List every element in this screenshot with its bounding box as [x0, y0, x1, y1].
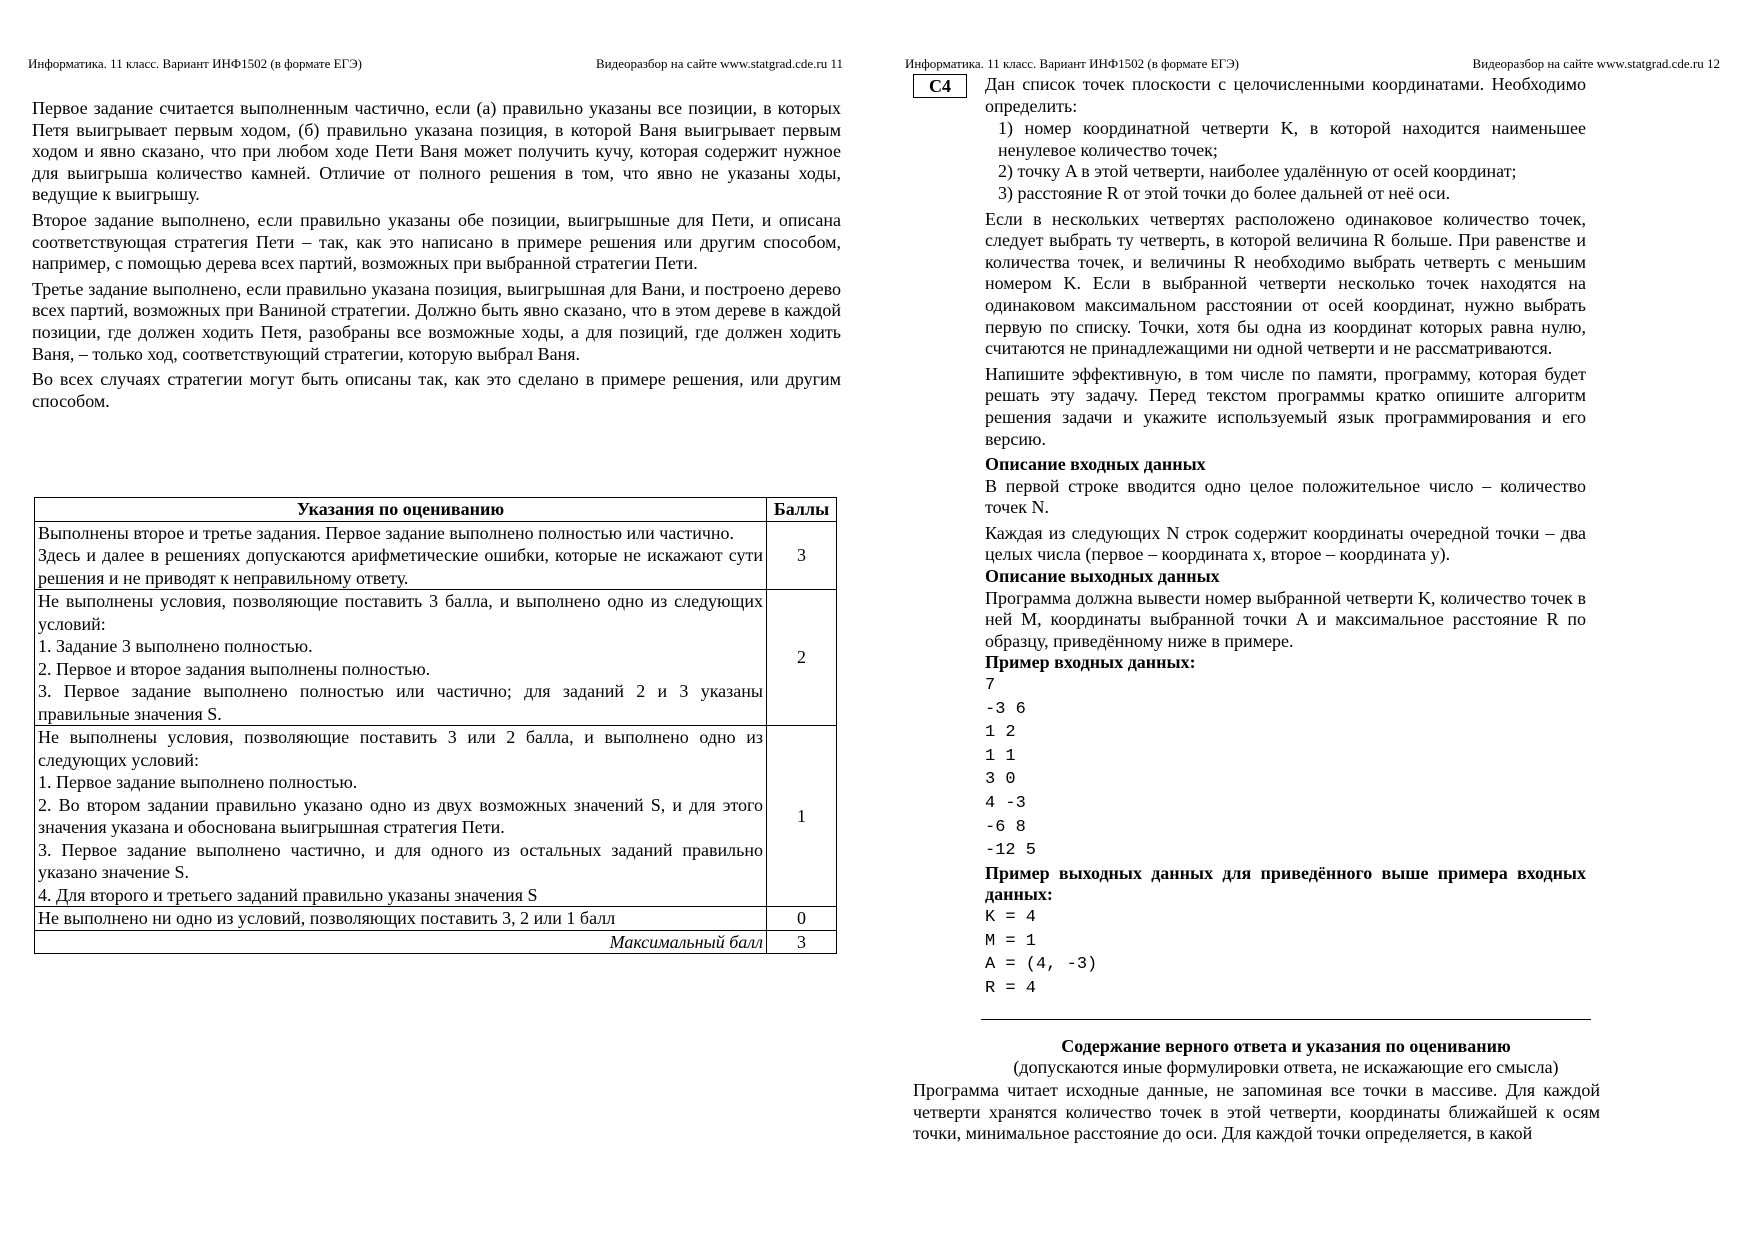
table-row [35, 521, 837, 590]
right-header-title: Информатика. 11 класс. Вариант ИНФ1502 (в формате ЕГЭ) [905, 56, 1239, 71]
criteria-line: 1. Задание 3 выполнено полностью. [38, 636, 313, 656]
left-header-link: Видеоразбор на сайте www.statgrad.cde.ru 11 [596, 56, 843, 71]
criteria-column-header: Указания по оцениванию [35, 498, 767, 522]
task-label: С4 [913, 74, 967, 98]
example-input-line: -12 5 [985, 841, 1037, 861]
criteria-line: 1. Первое задание выполнено полностью. [38, 772, 358, 792]
example-input-line: 3 0 [985, 770, 1016, 790]
criteria-line: Здесь и далее в решениях допускаются арифметические ошибки, которые не искажают сути решения и не приводят к неправильному ответу. [38, 545, 763, 588]
answer-section-subtitle: (допускаются иные формулировки ответа, не искажающие его смысла) [1013, 1057, 1559, 1077]
table-header-row [35, 498, 837, 522]
paragraph: Третье задание выполнено, если правильно указана позиция, выигрышная для Вани, и построено дерево всех партий, возможных при Ваниной стратегии. Должно быть явно сказано, что в этом дереве в каждой позиции, где должен ходить Петя, разобраны все возможные ходы, а для позиций, где должен ходить Ваня, – только ход, соответствующий стратегии, которую выбрал Ваня. [32, 278, 841, 364]
criteria-cell [35, 907, 767, 931]
points-cell: 2 [767, 590, 837, 726]
max-score-value: 3 [767, 930, 837, 954]
example-input-line: -3 6 [985, 699, 1026, 719]
task-statement [985, 74, 1586, 1000]
right-page [877, 0, 1754, 1239]
task-intro: Дан список точек плоскости с целочисленными координатами. Необходимо определить: [985, 74, 1586, 116]
criteria-line: 3. Первое задание выполнено полностью или частично; для заданий 2 и 3 указаны правильные значения S. [38, 681, 763, 724]
right-header-link: Видеоразбор на сайте www.statgrad.cde.ru 12 [1472, 56, 1720, 71]
left-header-title: Информатика. 11 класс. Вариант ИНФ1502 (в формате ЕГЭ) [28, 56, 362, 71]
output-description: Программа должна вывести номер выбранной четверти K, количество точек в ней M, координаты выбранной точки A и максимальное расстояние R по образцу, приведённому ниже в примере. [985, 587, 1586, 651]
example-input-line: 4 -3 [985, 794, 1026, 813]
input-description: В первой строке вводится одно целое положительное число – количество точек N. [985, 475, 1586, 518]
answer-text: Программа читает исходные данные, не запоминая все точки в массиве. Для каждой четверти хранятся количество точек в этой четверти, координаты ближайшей к осям точки, минимальное расстояние до оси. Для каждой точки определяется, в какой [913, 1080, 1600, 1144]
answer-section-title: Содержание верного ответа и указания по оцениванию [1061, 1036, 1511, 1056]
criteria-line: Не выполнены условия, позволяющие поставить 3 или 2 балла, и выполнено одно из следующих условий: [38, 727, 763, 770]
task-item: 3) расстояние R от этой точки до более дальней от неё оси. [998, 182, 1451, 203]
points-cell: 3 [767, 521, 837, 590]
criteria-line: 2. Первое и второе задания выполнены полностью. [38, 658, 431, 679]
table-row [35, 726, 837, 907]
left-body-text [32, 98, 841, 416]
criteria-line: Не выполнено ни одно из условий, позволяющих поставить 3, 2 или 1 балл [38, 908, 616, 928]
criteria-line: 3. Первое задание выполнено частично, и для одного из остальных заданий правильно указано значение S. [38, 839, 763, 882]
criteria-line: Выполнены второе и третье задания. Первое задание выполнено полностью или частично. [38, 522, 735, 543]
grading-table [34, 497, 837, 954]
example-input-line: 7 [985, 676, 996, 696]
paragraph: Во всех случаях стратегии могут быть описаны так, как это сделано в примере решения, или другим способом. [32, 369, 841, 411]
task-paragraph: Если в нескольких четвертях расположено одинаковое количество точек, следует выбрать ту четверть, в которой величина R больше. При равенстве и количества точек, и величины R необходимо выбрать четверть с меньшим номером K. Если в выбранной четверти несколько точек находятся на одинаковом максимальном расстоянии от осей координат, нужно выбрать первую по списку. Точки, хотя бы одна из координат которых равна нулю, считаются не принадлежащими ни одной четверти и не рассматриваются. [985, 208, 1586, 359]
paragraph: Второе задание выполнено, если правильно указаны обе позиции, выигрышные для Пети, и описана соответствующая стратегия Пети – так, как это написано в примере решения или другим способом, например, с помощью дерева всех партий, возможных при выбранной стратегии Пети. [32, 209, 841, 274]
example-output-line: A = (4, -3) [985, 955, 1098, 975]
paragraph: Первое задание считается выполненным частично, если (а) правильно указаны все позиции, в которых Петя выигрывает первым ходом, (б) правильно указана позиция, в которой Ваня выигрывает первым ходом и явно сказано, что при любом ходе Пети Ваня может получить кучу, которая содержит нужное для выигрыша количество камней. Отличие от полного решения в том, что явно не указаны ходы, ведущие к выигрышу. [32, 98, 841, 205]
section-divider [981, 1019, 1591, 1020]
task-item: 1) номер координатной четверти K, в которой находится наименьшее ненулевое количество точек; [998, 118, 1586, 160]
example-input-line: 1 2 [985, 723, 1016, 743]
example-output-title: Пример выходных данных для приведённого выше примера входных данных: [985, 862, 1586, 905]
example-output-line: M = 1 [985, 931, 1037, 951]
table-row [35, 907, 837, 931]
criteria-cell [35, 726, 767, 907]
input-section-title: Описание входных данных [985, 454, 1206, 475]
example-output-line: K = 4 [985, 907, 1037, 927]
example-input-line: -6 8 [985, 817, 1026, 837]
task-paragraph: Напишите эффективную, в том числе по памяти, программу, которая будет решать эту задачу. Перед текстом программы кратко опишите алгоритм решения задачи и укажите используемый язык программирования и его версию. [985, 363, 1586, 449]
criteria-cell [35, 521, 767, 590]
example-input-title: Пример входных данных: [985, 652, 1196, 673]
task-item: 2) точку A в этой четверти, наиболее удалённую от осей координат; [998, 161, 1517, 182]
max-score-row [35, 930, 837, 954]
input-description: Каждая из следующих N строк содержит координаты очередной точки – два целых числа (первое – координата x, второе – координата y). [985, 522, 1586, 565]
points-cell: 0 [767, 907, 837, 931]
output-section-title: Описание выходных данных [985, 566, 1220, 587]
points-column-header: Баллы [767, 498, 837, 522]
example-output-line: R = 4 [985, 978, 1037, 998]
table-row [35, 590, 837, 726]
criteria-cell [35, 590, 767, 726]
criteria-line: 4. Для второго и третьего заданий правильно указаны значения S [38, 884, 538, 905]
example-input-line: 1 1 [985, 746, 1016, 766]
criteria-line: Не выполнены условия, позволяющие поставить 3 балла, и выполнено одно из следующих условий: [38, 591, 763, 634]
max-score-label: Максимальный балл [35, 930, 767, 954]
criteria-line: 2. Во втором задании правильно указано одно из двух возможных значений S, и для этого значения указана и обоснована выигрышная стратегия Пети. [38, 794, 763, 837]
points-cell: 1 [767, 726, 837, 907]
